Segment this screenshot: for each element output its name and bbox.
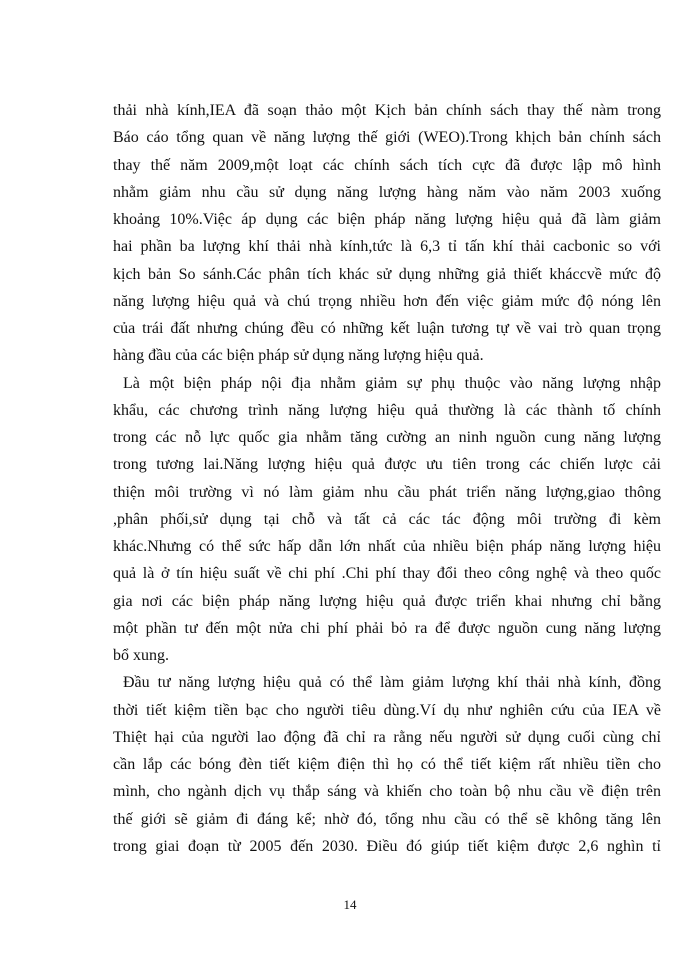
text-line: thời tiết kiệm tiền bạc cho người tiêu dùng.Ví dụ như nghiên cứu của IEA về	[113, 701, 661, 719]
text-line: hai phần ba lượng khí thải nhà kính,tức là 6,3 tỉ tấn khí thải cacbonic so với	[113, 238, 661, 256]
paragraph-3	[113, 669, 661, 860]
text-line: thay thế năm 2009,một loạt các chính sách tích cực đã được lập mô hình	[113, 156, 661, 174]
text-line: khác.Nhưng có thể sức hấp dẫn lớn nhất của nhiều biện pháp năng lượng hiệu	[113, 538, 661, 555]
text-line: mình, cho ngành dịch vụ thắp sáng và khiến cho toàn bộ nhu cầu về điện trên	[113, 783, 661, 801]
text-line: thế giới sẽ giảm đi đáng kể; nhờ đó, tổng nhu cầu có thể sẽ không tăng lên	[113, 810, 661, 828]
text-line: quả là ở tín hiệu suất về chi phí .Chi phí thay đổi theo công nghệ và theo quốc	[113, 565, 661, 583]
text-line: nhằm giảm nhu cầu sử dụng năng lượng hàng năm vào năm 2003 xuống	[113, 183, 661, 201]
text-line: năng lượng hiệu quả và chú trọng nhiều hơn đến việc giảm mức độ nóng lên	[113, 292, 661, 310]
text-line: thiện môi trường vì nó làm giảm nhu cầu phát triển năng lượng,giao thông	[113, 483, 661, 501]
text-line: của trái đất nhưng chúng đều có những kết luận tương tự về vai trò quan trọng	[113, 320, 661, 337]
text-line: trong tương lai.Năng lượng hiệu quả được ưu tiên trong các chiến lược cải	[113, 456, 661, 474]
text-line: Thiệt hại của người lao động đã chỉ ra rằng nếu người sử dụng cuối cùng chỉ	[113, 728, 661, 746]
text-line: hàng đầu của các biện pháp sử dụng năng lượng hiệu quả.	[113, 347, 484, 365]
text-line: khoảng 10%.Việc áp dụng các biện pháp năng lượng hiệu quả đã làm giảm	[113, 211, 661, 228]
text-line: trong các nỗ lực quốc gia nhằm tăng cường an ninh nguồn cung năng lượng	[113, 429, 661, 446]
text-line: kịch bản So sánh.Các phân tích khác sử dụng những giả thiết kháccvề mức độ	[113, 265, 661, 283]
text-line: Báo cáo tổng quan về năng lượng thế giới (WEO).Trong khịch bản chính sách	[113, 129, 661, 147]
text-line: Đầu tư năng lượng hiệu quả có thể làm giảm lượng khí thải nhà kính, đồng	[123, 674, 661, 692]
text-line: Là một biện pháp nội địa nhằm giảm sự phụ thuộc vào năng lượng nhập	[123, 374, 661, 392]
text-line: gia nơi các biện pháp năng lượng hiệu quả được triển khai nhưng chỉ bằng	[113, 592, 661, 610]
page-number: 14	[343, 897, 357, 912]
text-line: cần lắp các bóng đèn tiết kiệm điện thì họ có thể tiết kiệm rất nhiều tiền cho	[113, 756, 661, 773]
body-text	[113, 97, 661, 860]
paragraph-2	[113, 370, 661, 670]
text-line: bổ xung.	[113, 647, 169, 664]
text-line: khẩu, các chương trình năng lượng hiệu quả thường là các thành tố chính	[113, 401, 661, 419]
text-line: thải nhà kính,IEA đã soạn thảo một Kịch bản chính sách thay thế nàm trong	[113, 102, 661, 119]
text-line: một phần tư đến một nửa chi phí phải bỏ ra để được nguồn cung năng lượng	[113, 619, 661, 637]
text-line: ,phân phối,sử dụng tại chỗ và tất cả các tác động môi trường đi kèm	[113, 510, 661, 528]
text-line: trong giai đoạn từ 2005 đến 2030. Điều đó giúp tiết kiệm được 2,6 nghìn tỉ	[113, 837, 661, 855]
paragraph-1	[113, 97, 661, 370]
